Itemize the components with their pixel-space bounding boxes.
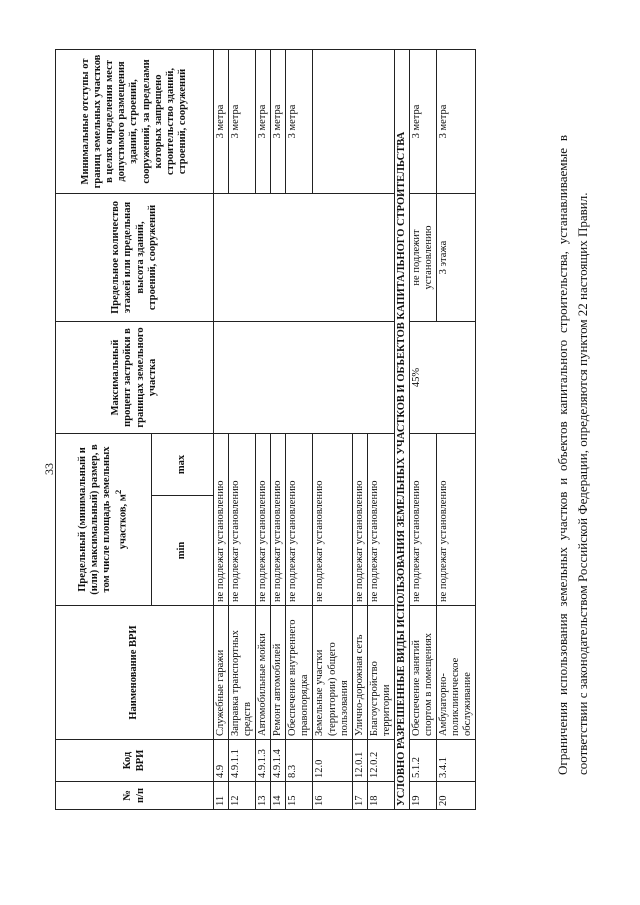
row-floors: 3 этажа bbox=[437, 193, 476, 321]
table-row bbox=[214, 49, 229, 809]
section-row bbox=[394, 49, 409, 809]
row-code: 8.3 bbox=[286, 740, 313, 782]
row-num: 16 bbox=[313, 782, 352, 810]
row-code: 4.9.1.1 bbox=[229, 740, 256, 782]
row-size: не подлежат установлению bbox=[229, 433, 256, 605]
row-name: Служебные гаражи bbox=[214, 606, 229, 740]
row-code: 12.0.2 bbox=[367, 740, 394, 782]
col-header-code: Код ВРИ bbox=[56, 740, 214, 782]
row-num: 15 bbox=[286, 782, 313, 810]
row-num: 14 bbox=[271, 782, 286, 810]
row-name: Улично-дорожная сеть bbox=[352, 606, 367, 740]
row-code: 4.9.1.4 bbox=[271, 740, 286, 782]
row-name: Заправка транспортных средств bbox=[229, 606, 256, 740]
row-size: не подлежат установлению bbox=[409, 433, 436, 605]
row-code: 12.0.1 bbox=[352, 740, 367, 782]
row-percent: 45% bbox=[409, 321, 475, 433]
row-name: Благоустройство территории bbox=[367, 606, 394, 740]
row-size: не подлежат установлению bbox=[271, 433, 286, 605]
row-size: не подлежат установлению bbox=[313, 433, 352, 605]
row-size: не подлежат установлению bbox=[256, 433, 271, 605]
row-setback: 3 метра bbox=[271, 49, 286, 193]
row-setback: 3 метра bbox=[437, 49, 476, 193]
col-header-percent: Максимальный процент застройки в границах земельного участка bbox=[56, 321, 214, 433]
row-size: не подлежат установлению bbox=[367, 433, 394, 605]
page-number: 33 bbox=[42, 463, 56, 475]
row-size: не подлежат установлению bbox=[352, 433, 367, 605]
row-setback: 3 метра bbox=[256, 49, 271, 193]
row-num: 18 bbox=[367, 782, 394, 810]
row-name: Ремонт автомобилей bbox=[271, 606, 286, 740]
row-name: Земельные участки (территории) общего пользования bbox=[313, 606, 352, 740]
row-setback: 3 метра bbox=[229, 49, 256, 193]
row-code: 4.9 bbox=[214, 740, 229, 782]
row-size: не подлежат установлению bbox=[286, 433, 313, 605]
row-name: Обеспечение занятий спортом в помещениях bbox=[409, 606, 436, 740]
row-code: 3.4.1 bbox=[437, 740, 476, 782]
row-setback bbox=[313, 49, 394, 193]
col-header-num: № п/п bbox=[56, 782, 214, 810]
zoning-table bbox=[55, 49, 476, 810]
row-setback: 3 метра bbox=[409, 49, 436, 193]
row-percent bbox=[214, 321, 395, 433]
restrictions-note: Ограничения использования земельных участков и объектов капитального строительства, устанавливаемые в соответствии с законодательством Российской Федерации, определяются пунктом 22 настоящих Правил. bbox=[555, 135, 591, 775]
table-row bbox=[409, 49, 436, 809]
row-name: Амбулаторно-поликлиническое обслуживание bbox=[437, 606, 476, 740]
col-header-min: min bbox=[152, 496, 214, 606]
row-setback: 3 метра bbox=[286, 49, 313, 193]
col-header-setback: Минимальные отступы от границ земельных участков в целях определения мест допустимого размещения зданий, строений, сооружений, за пределами которых запрещено строительство зданий, строений, сооружений bbox=[56, 49, 214, 193]
row-floors bbox=[214, 193, 395, 321]
row-num: 19 bbox=[409, 782, 436, 810]
row-size: не подлежат установлению bbox=[214, 433, 229, 605]
row-num: 13 bbox=[256, 782, 271, 810]
row-num: 17 bbox=[352, 782, 367, 810]
col-header-name: Наименование ВРИ bbox=[56, 606, 214, 740]
row-num: 11 bbox=[214, 782, 229, 810]
row-code: 12.0 bbox=[313, 740, 352, 782]
col-header-max: max bbox=[152, 433, 214, 495]
row-name: Обеспечение внутреннего правопорядка bbox=[286, 606, 313, 740]
row-floors: не подлежит установлению bbox=[409, 193, 436, 321]
col-header-size: Предельный (минимальный и (или) максимальный) размер, в том числе площадь земельных участков, $м^2$ bbox=[56, 433, 152, 605]
row-num: 12 bbox=[229, 782, 256, 810]
row-code: 4.9.1.3 bbox=[256, 740, 271, 782]
col-header-floors: Предельное количество этажей или предельная высота зданий, строений, сооружений bbox=[56, 193, 214, 321]
section-title: УСЛОВНО РАЗРЕШЕННЫЕ ВИДЫ ИСПОЛЬЗОВАНИЯ ЗЕМЕЛЬНЫХ УЧАСТКОВ И ОБЪЕКТОВ КАПИТАЛЬНОГО СТРОИТЕЛЬСТВА bbox=[394, 49, 409, 809]
row-num: 20 bbox=[437, 782, 476, 810]
row-code: 5.1.2 bbox=[409, 740, 436, 782]
row-name: Автомобильные мойки bbox=[256, 606, 271, 740]
row-setback: 3 метра bbox=[214, 49, 229, 193]
row-size: не подлежат установлению bbox=[437, 433, 476, 605]
